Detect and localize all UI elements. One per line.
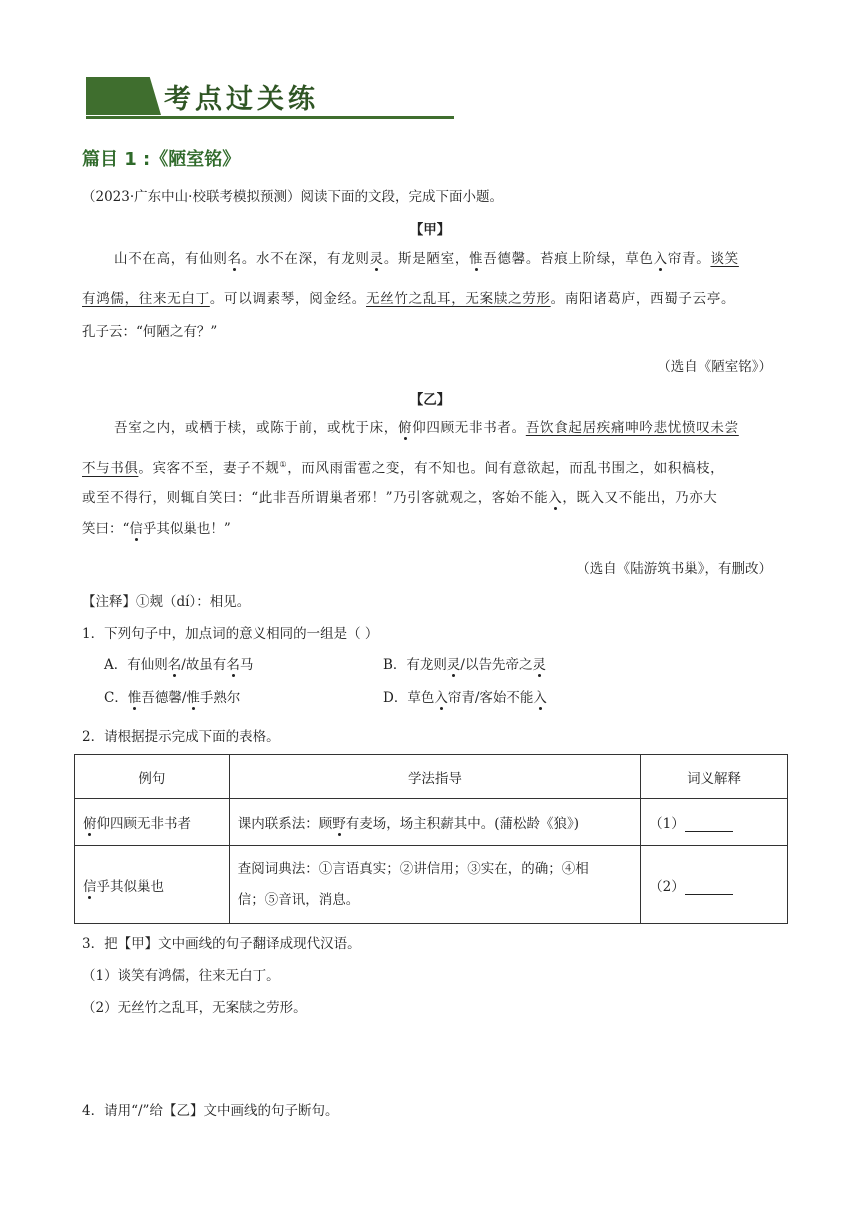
table-header-row <box>75 755 788 799</box>
answer-cell[interactable] <box>641 846 788 924</box>
dotted-word: 俯 <box>398 420 413 436</box>
annotation-note: 【注释】①觌（dí）：相见。 <box>82 594 251 610</box>
text-span: 课内联系法：顾 <box>237 816 333 832</box>
text-span: /故虽有 <box>181 657 227 673</box>
text-span: B．有龙则 <box>383 657 447 673</box>
text-span: 仰四顾无非书者。 <box>412 420 526 436</box>
text-span: 。水不在深，有龙则 <box>241 251 370 267</box>
intro-text: （2023·广东中山·校联考模拟预测）阅读下面的文段，完成下面小题。 <box>82 189 503 205</box>
text-span: 马 <box>239 657 254 673</box>
dotted-word: 惟 <box>469 251 484 267</box>
dotted-word: 名 <box>226 657 240 673</box>
option-c[interactable] <box>104 688 240 708</box>
question-1-stem: 1．下列句子中，加点词的意义相同的一组是（ ） <box>82 626 379 642</box>
underlined-sentence: 无丝竹之乱耳，无案牍之劳形 <box>366 291 551 307</box>
underlined-sentence: 不与书俱 <box>82 460 139 477</box>
dotted-word: 信 <box>83 878 97 895</box>
dotted-word: 入 <box>434 690 448 706</box>
dotted-word: 名 <box>167 657 182 673</box>
dotted-word: 惟 <box>186 690 200 706</box>
table-header: 例句 <box>75 755 230 799</box>
dotted-word: 名 <box>227 251 242 267</box>
answer-blank[interactable] <box>685 817 733 832</box>
text-span: ，既入又不能出，乃亦大 <box>562 490 718 506</box>
question-3-item-1: （1）谈笑有鸿儒，往来无白丁。 <box>82 968 280 984</box>
dotted-word: 灵 <box>532 657 546 673</box>
method-guide <box>229 846 640 924</box>
text-span: 笑曰：“ <box>82 521 130 537</box>
answer-number: （2） <box>649 878 685 895</box>
text-span: 。南阳诸葛庐，西蜀子云亭。 <box>550 291 736 307</box>
question-4-stem: 4．请用“/”给【乙】文中画线的句子断句。 <box>82 1103 339 1119</box>
jia-source: （选自《陋室铭》） <box>657 359 772 375</box>
underlined-sentence: 吾饮食起居疾痛呻吟悲忧愤叹未尝 <box>525 420 739 436</box>
yi-line-3 <box>82 488 717 508</box>
text-span: 吾德馨。苔痕上阶绿，草色 <box>483 251 654 267</box>
dotted-word: 俯 <box>83 816 97 832</box>
answer-blank[interactable] <box>685 880 733 895</box>
dotted-word: 野 <box>332 816 346 832</box>
option-d[interactable] <box>383 688 547 708</box>
text-span: 有麦场，场主积薪其中。(蒲松龄《狼》) <box>345 816 580 832</box>
text-span: 。可以调素琴，阅金经。 <box>209 291 367 307</box>
underlined-sentence: 谈笑 <box>710 251 739 267</box>
text-span: 帘青。 <box>667 251 711 267</box>
banner-underline <box>86 116 454 119</box>
method-guide <box>229 799 640 846</box>
banner-title: 考点过关练 <box>164 84 319 115</box>
text-span: 帘青/客始不能 <box>447 690 534 706</box>
dotted-word: 惟 <box>127 690 142 706</box>
text-span: 或至不得行，则辄自笑曰：“此非吾所谓巢者邪！”乃引客就观之，客始不能 <box>82 490 549 506</box>
section-title: 篇目 1 :《陋室铭》 <box>82 149 241 170</box>
jia-heading: 【甲】 <box>409 222 451 238</box>
text-span: 。宾客不至，妻子不觌 <box>138 460 280 477</box>
text-span: A．有仙则 <box>104 657 168 673</box>
dotted-word: 灵 <box>369 251 384 267</box>
question-3-item-2: （2）无丝竹之乱耳，无案牍之劳形。 <box>82 1000 307 1016</box>
dotted-word: 入 <box>533 690 547 706</box>
answer-table <box>74 754 788 924</box>
yi-source: （选自《陆游筑书巢》，有删改） <box>576 561 772 577</box>
dotted-word: 入 <box>548 490 563 506</box>
yi-line-1 <box>114 418 739 438</box>
text-span: 吾德馨/ <box>141 690 187 706</box>
underlined-sentence: 有鸿儒，往来无白丁 <box>82 291 210 307</box>
text-span: 手熟尔 <box>199 690 241 706</box>
table-header: 学法指导 <box>229 755 640 799</box>
jia-line-3: 孔子云：“何陋之有？” <box>82 324 218 340</box>
text-span: 乎其似巢也 <box>96 878 164 895</box>
answer-cell[interactable] <box>641 799 788 846</box>
table-row <box>75 846 788 924</box>
dotted-word: 信 <box>129 521 143 537</box>
example-sentence <box>75 846 230 924</box>
question-2-stem: 2．请根据提示完成下面的表格。 <box>82 729 280 745</box>
dotted-word: 灵 <box>446 657 461 673</box>
text-span: D．草色 <box>383 690 435 706</box>
section-banner <box>86 73 454 123</box>
yi-line-4 <box>82 519 231 539</box>
dotted-word: 入 <box>653 251 668 267</box>
table-row <box>75 799 788 846</box>
example-sentence <box>75 799 230 846</box>
text-span: 仰四顾无非书者 <box>96 816 191 832</box>
text-span: C． <box>104 690 128 706</box>
jia-line-1 <box>114 249 739 269</box>
yi-heading: 【乙】 <box>409 392 451 408</box>
table-header: 词义解释 <box>641 755 788 799</box>
text-span: 吾室之内，或栖于椟，或陈于前，或枕于床， <box>114 420 398 436</box>
text-span: 乎其似巢也！” <box>142 521 231 537</box>
yi-line-2 <box>82 455 724 479</box>
text-span: /以告先帝之 <box>460 657 533 673</box>
text-line: 查阅词典法：①言语真实；②讲信用；③实在，的确；④相 <box>237 860 589 877</box>
jia-line-2 <box>82 289 735 309</box>
text-line: 信；⑤音讯，消息。 <box>237 891 360 908</box>
text-span: 山不在高，有仙则 <box>114 251 228 267</box>
footnote-mark: ① <box>279 460 288 469</box>
text-span: ，而风雨雷雹之变，有不知也。间有意欲起，而乱书围之，如积槁枝， <box>287 460 725 477</box>
question-3-stem: 3．把【甲】文中画线的句子翻译成现代汉语。 <box>82 936 361 952</box>
banner-shape <box>86 77 161 115</box>
option-a[interactable] <box>104 655 253 675</box>
option-b[interactable] <box>383 655 546 675</box>
answer-number: （1） <box>649 816 685 832</box>
text-span: 。斯是陋室， <box>383 251 470 267</box>
